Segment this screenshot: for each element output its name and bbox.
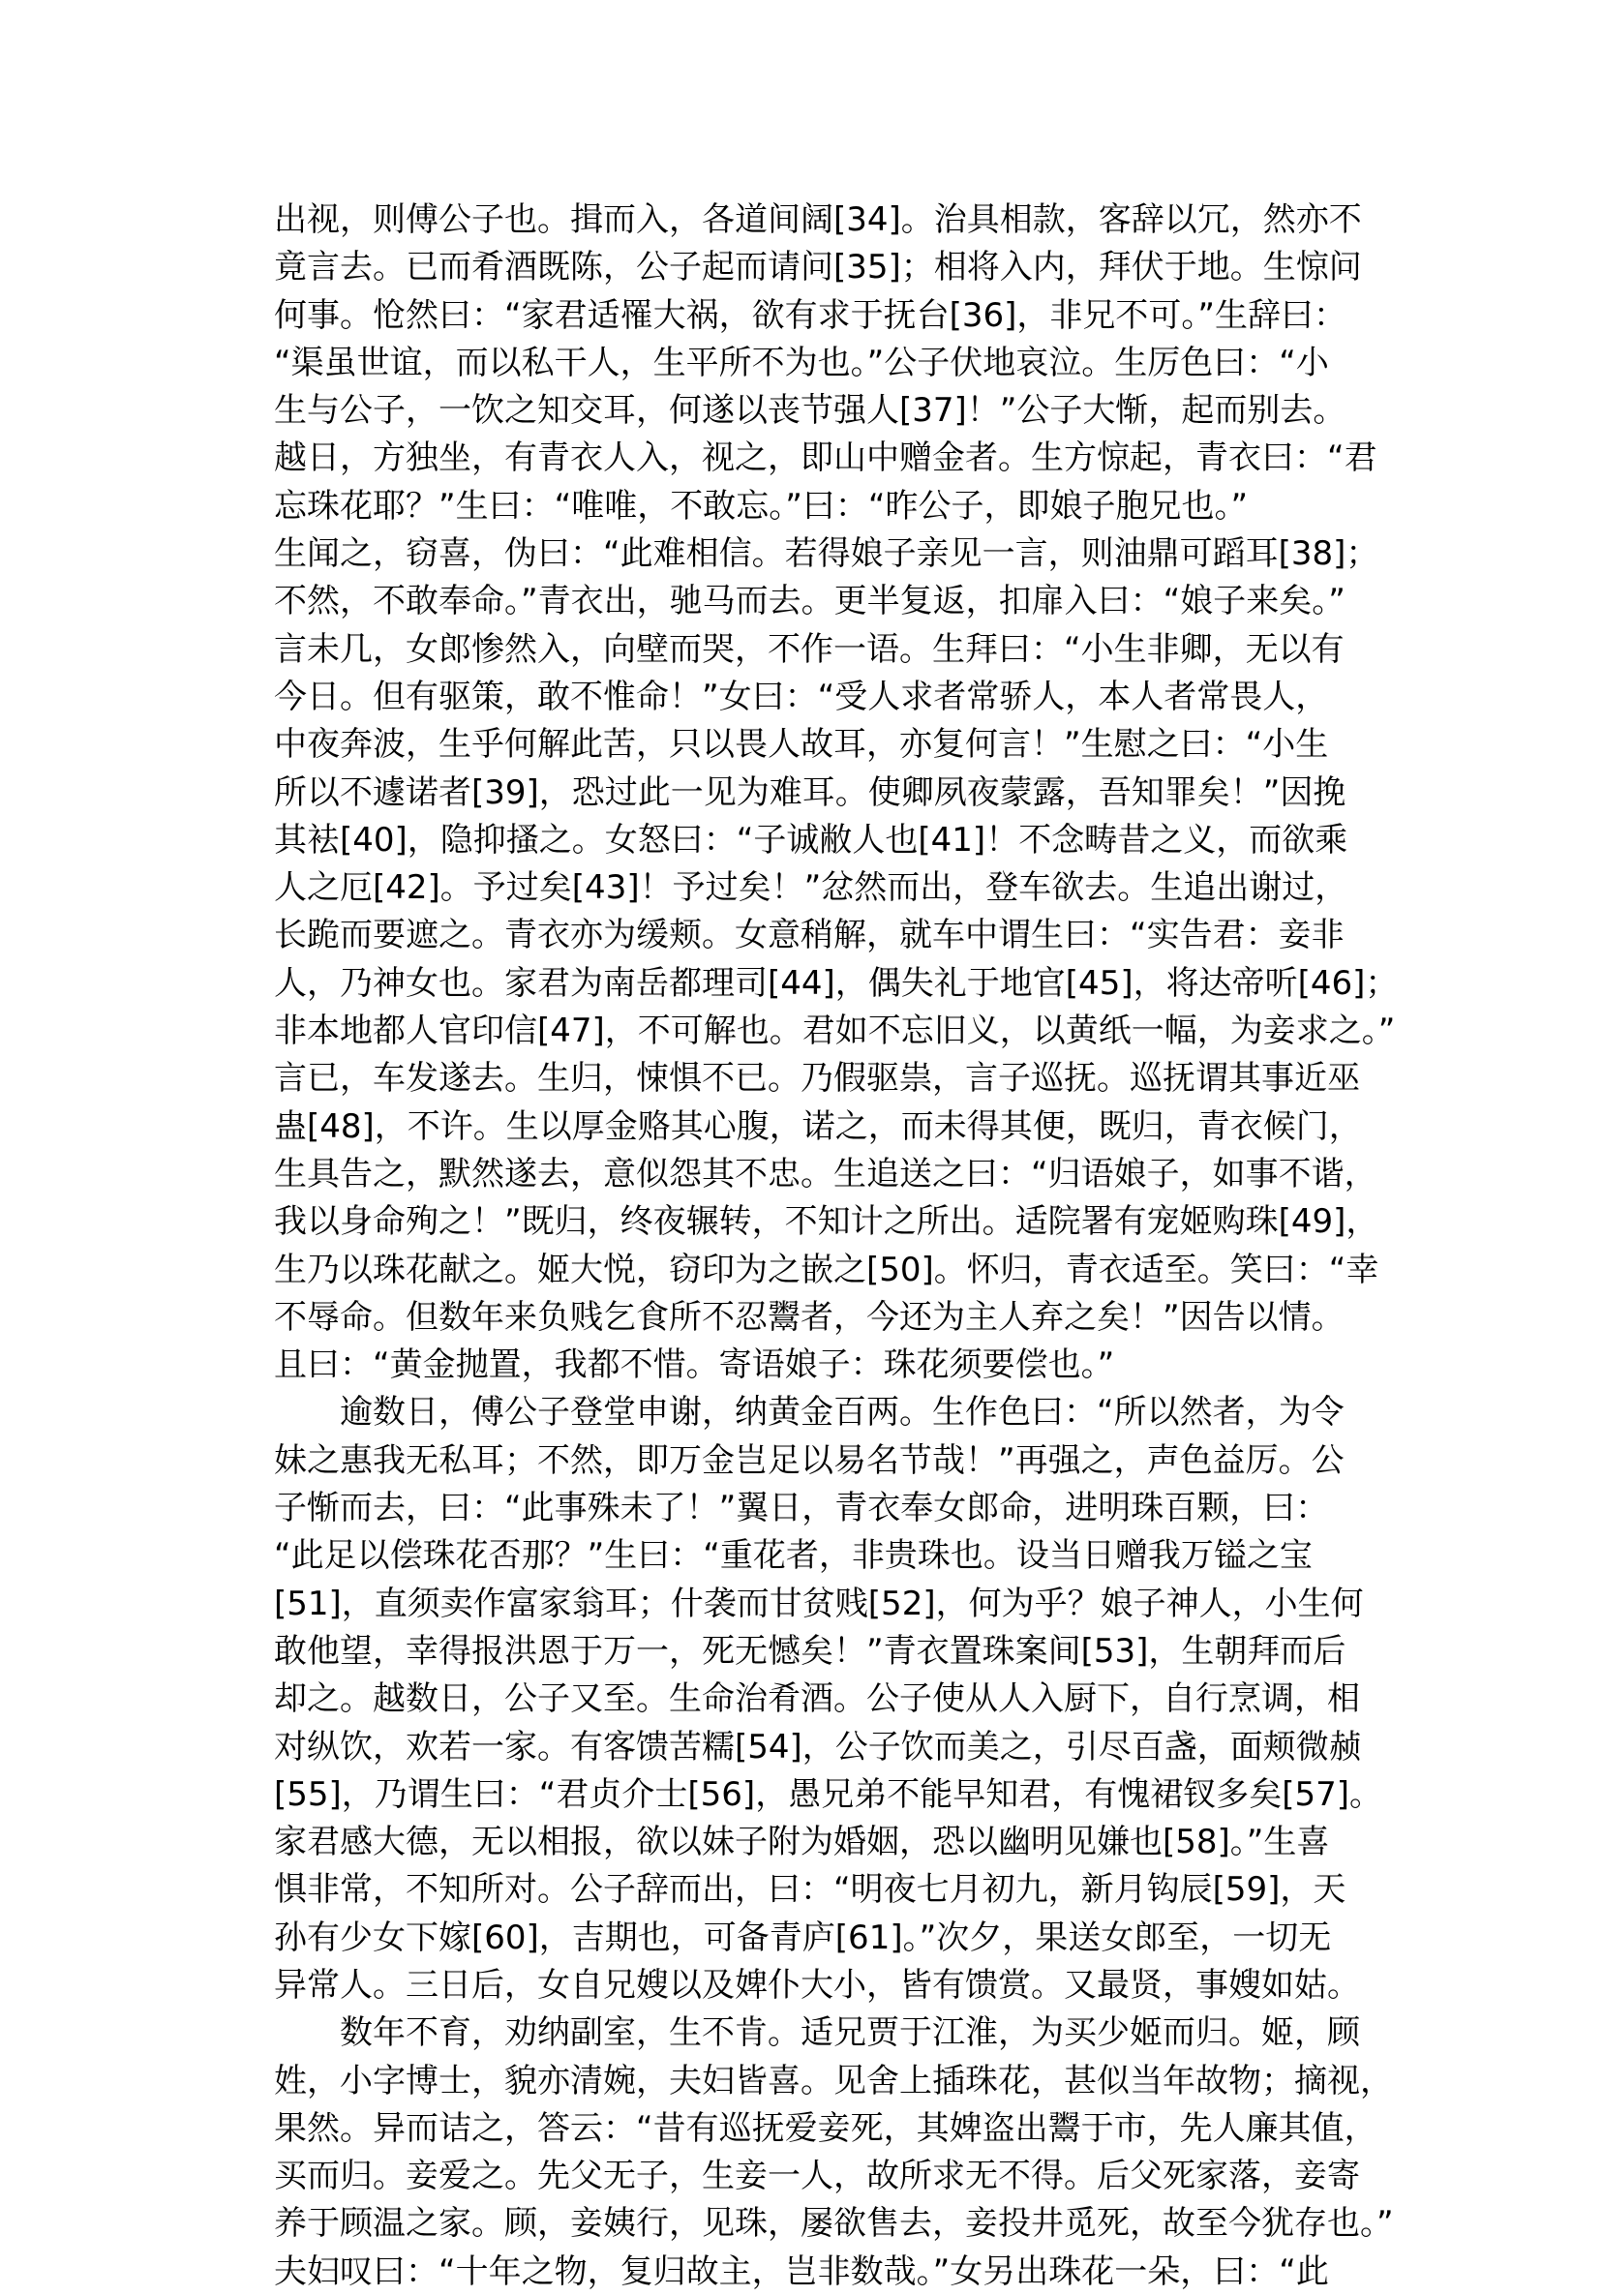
text-line: 不辱命。但数年来负贱乞食所不忍鬻者，今还为主人弃之矣！”因告以情。 — [274, 1297, 1345, 1337]
text-line: 长跪而要遮之。青衣亦为缓颊。女意稍解，就车中谓生曰：“实告君：妾非 — [274, 916, 1345, 955]
text-line: 生乃以珠花献之。姬大悦，窃印为之嵌之[50]。怀归，青衣适至。笑曰：“幸 — [274, 1250, 1379, 1289]
text-line: 买而归。妾爱之。先父无子，生妾一人，故所求无不得。后父死家落，妾寄 — [274, 2157, 1360, 2196]
text-line: 蛊[48]，不许。生以厚金赂其心腹，诺之，而未得其便，既归，青衣候门， — [274, 1106, 1362, 1146]
text-line: 孙有少女下嫁[60]，吉期也，可备青庐[61]。”次夕，果送女郎至，一切无 — [274, 1918, 1332, 1957]
text-line: 夫妇叹曰：“十年之物，复归故主，岂非数哉。”女另出珠花一朵，曰：“此 — [274, 2251, 1329, 2291]
text-line: 子惭而去，曰：“此事殊未了！”翼日，青衣奉女郎命，进明珠百颗，曰： — [274, 1489, 1329, 1528]
text-line: 何事。怆然曰：“家君适罹大祸，欲有求于抚台[36]，非兄不可。”生辞曰： — [274, 295, 1347, 335]
text-line: 其袪[40]，隐抑搔之。女怒曰：“子诚敝人也[41]！不念畴昔之义，而欲乘 — [274, 820, 1348, 860]
text-line: 数年不育，劝纳副室，生不肯。适兄贾于江淮，为买少姬而归。姬，顾 — [274, 2013, 1360, 2053]
text-line: 且曰：“黄金抛置，我都不惜。寄语娘子：珠花须要偿也。” — [274, 1345, 1115, 1385]
text-line: 异常人。三日后，女自兄嫂以及婢仆大小，皆有馈赏。又最贤，事嫂如姑。 — [274, 1965, 1360, 2005]
text-line: 所以不遽诺者[39]，恐过此一见为难耳。使卿夙夜蒙露，吾知罪矣！”因挽 — [274, 772, 1346, 812]
text-line: 生与公子，一饮之知交耳，何遂以丧节强人[37]！”公子大惭，起而别去。 — [274, 391, 1346, 431]
text-line: 逾数日，傅公子登堂申谢，纳黄金百两。生作色曰：“所以然者，为令 — [274, 1393, 1345, 1433]
text-line: 妹之惠我无私耳；不然，即万金岂足以易名节哉！”再强之，声色益厉。公 — [274, 1440, 1345, 1480]
text-line: 越日，方独坐，有青衣人入，视之，即山中赠金者。生方惊起，青衣曰：“君 — [274, 438, 1377, 478]
text-line: 言已，车发遂去。生归，悚惧不已。乃假驱祟，言子巡抚。巡抚谓其事近巫 — [274, 1059, 1360, 1099]
text-line: 家君感大德，无以相报，欲以妹子附为婚姻，恐以幽明见嫌也[58]。”生喜 — [274, 1823, 1330, 1862]
text-line: 出视，则傅公子也。揖而入，各道间阔[34]。治具相款，客辞以冗，然亦不 — [274, 200, 1362, 239]
text-line: 中夜奔波，生乎何解此苦，只以畏人故耳，亦复何言！”生慰之曰：“小生 — [274, 725, 1329, 765]
text-line: 敢他望，幸得报洪恩于万一，死无憾矣！”青衣置珠案间[53]，生朝拜而后 — [274, 1631, 1346, 1671]
text-line: 生闻之，窃喜，伪曰：“此难相信。若得娘子亲见一言，则油鼎可蹈耳[38]； — [274, 534, 1379, 574]
text-line: “渠虽世谊，而以私干人，生平所不为也。”公子伏地哀泣。生厉色曰：“小 — [274, 343, 1329, 382]
text-line: 生具告之，默然遂去，意似怨其不忠。生追送之曰：“归语娘子，如事不谐， — [274, 1154, 1377, 1193]
body-text — [274, 196, 1399, 2296]
text-line: 今日。但有驱策，敢不惟命！”女曰：“受人求者常骄人，本人者常畏人， — [274, 677, 1329, 716]
text-line: 果然。异而诘之，答云：“昔有巡抚爱妾死，其婢盗出鬻于市，先人廉其值， — [274, 2108, 1377, 2148]
text-line: 忘珠花耶？”生曰：“唯唯，不敢忘。”曰：“昨公子，即娘子胞兄也。” — [274, 486, 1249, 526]
text-line: 人之厄[42]。予过矣[43]！予过矣！”忿然而出，登车欲去。生追出谢过， — [274, 868, 1348, 908]
text-line: 养于顾温之家。顾，妾姨行，见珠，屡欲售去，妾投井觅死，故至今犹存也。” — [274, 2204, 1394, 2244]
text-line: 对纵饮，欢若一家。有客馈苦糯[54]，公子饮而美之，引尽百盏，面颊微赪 — [274, 1727, 1362, 1767]
text-line: 姓，小字博士，貌亦清婉，夫妇皆喜。见舍上插珠花，甚似当年故物；摘视， — [274, 2061, 1393, 2100]
text-line: 言未几，女郎惨然入，向壁而哭，不作一语。生拜曰：“小生非卿，无以有 — [274, 629, 1345, 669]
text-line: [51]，直须卖作富家翁耳；什袭而甘贫贱[52]，何为乎？娘子神人，小生何 — [274, 1584, 1364, 1623]
text-line: 人，乃神女也。家君为南岳都理司[44]，偶失礼于地官[45]，将达帝听[46]； — [274, 963, 1399, 1003]
text-line: 惧非常，不知所对。公子辞而出，曰：“明夜七月初九，新月钩辰[59]，天 — [274, 1870, 1346, 1910]
text-line: 不然，不敢奉命。”青衣出，驰马而去。更半复返，扣扉入曰：“娘子来矣。” — [274, 582, 1345, 621]
text-line: “此足以偿珠花否那？”生曰：“重花者，非贵珠也。设当日赠我万镒之宝 — [274, 1536, 1313, 1576]
text-line: 非本地都人官印信[47]，不可解也。君如不忘旧义，以黄纸一幅，为妾求之。” — [274, 1012, 1396, 1051]
text-line: 竟言去。已而肴酒既陈，公子起而请问[35]；相将入内，拜伏于地。生惊问 — [274, 248, 1362, 287]
text-line: [55]，乃谓生曰：“君贞介士[56]，愚兄弟不能早知君，有愧裙钗多矣[57]。 — [274, 1774, 1382, 1814]
text-line: 我以身命殉之！”既归，终夜辗转，不知计之所出。适院署有宠姬购珠[49]， — [274, 1202, 1379, 1242]
text-line: 却之。越数日，公子又至。生命治肴酒。公子使从人入厨下，自行烹调，相 — [274, 1679, 1360, 1719]
